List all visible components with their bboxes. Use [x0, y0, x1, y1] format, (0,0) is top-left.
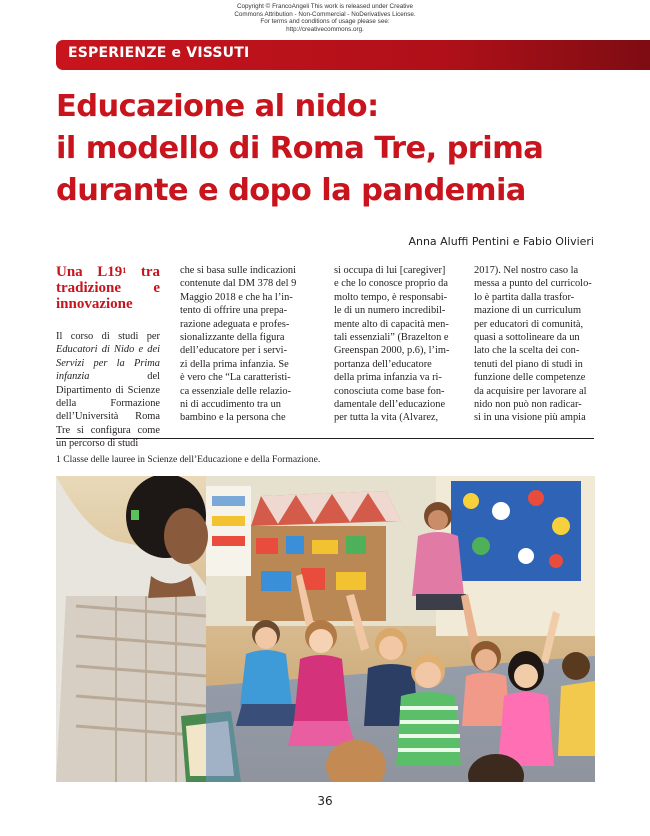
text-line: per educatori di comunità, [474, 318, 584, 330]
text-line: 2017). Nel nostro caso la [474, 265, 579, 276]
text-line: e che lo conosce proprio da [334, 278, 448, 290]
text-line: per tutta la vita (Alvarez, [334, 412, 439, 424]
text-column-3 [334, 264, 450, 425]
article-title [56, 86, 636, 212]
text-line: le di un numero incredibil- [334, 305, 446, 317]
footnote-divider [56, 438, 594, 439]
text-line: è vero che “La caratteristi- [180, 372, 291, 384]
text-line: che si basa sulle indicazioni [180, 265, 296, 276]
course-name: Educatori di Nido e dei Servizi per la Prima infanzia [56, 344, 160, 383]
section-subheading [56, 264, 160, 312]
text-line: sionalizzante della figura [180, 332, 285, 344]
text-line: dell’educatore per i servi- [180, 345, 288, 357]
subheading-text: Una L19 [56, 264, 123, 280]
text-line: lato che la scelta dei con- [474, 345, 580, 357]
text-line: della prima infanzia va ri- [334, 372, 442, 384]
title-line: durante e dopo la pandemia [56, 173, 526, 208]
text-line: nido non può non radicar- [474, 399, 582, 411]
text-line: bambino e la persona che [180, 412, 286, 424]
footnote-mark[interactable]: 1 [122, 266, 127, 275]
text-line: portanza dell’educatore [334, 358, 432, 370]
text-line: razione adeguata e profes- [180, 318, 290, 330]
body-text: Il corso di studi per [56, 331, 160, 342]
body-text: del Dipartimento di Scienze della Formazione dell’Università Roma Tre si configura come un percorso di studi [56, 371, 160, 450]
text-line: mente alto di capacità men- [334, 318, 449, 330]
footnote: 1 Classe delle lauree in Scienze dell’Educazione e della Formazione. [56, 454, 321, 465]
text-line: contenute dal DM 378 del 9 [180, 278, 297, 290]
text-line: si occupa di lui [caregiver] [334, 265, 446, 276]
text-line: quasi a sottolineare da un [474, 332, 580, 344]
text-column-4 [474, 264, 592, 425]
text-line: messa a punto del curricolo- [474, 278, 592, 290]
text-column-1 [56, 264, 160, 451]
text-line: damentale dell’educazione [334, 399, 446, 411]
text-line: conosciuta come base fon- [334, 385, 445, 397]
copyright-line: Copyright © FrancoAngeli This work is released under Creative [236, 3, 414, 10]
classroom-illustration [56, 476, 595, 782]
text-line: tali essenziali” (Brazelton e [334, 332, 449, 344]
copyright-line: Commons Attribution - Non-Commercial - NoDerivatives License. [234, 10, 416, 18]
text-line: Maggio 2018 e che ha l’in- [180, 291, 293, 303]
text-line: mazione di un curriculum [474, 305, 582, 317]
text-line: funzione delle competenze [474, 372, 586, 384]
text-line: zi della prima infanzia. Se [180, 358, 289, 370]
text-line: tento di offrire una prepa- [180, 305, 288, 317]
page-number: 36 [317, 794, 333, 808]
text-line: ni di accudimento tra un [180, 399, 281, 411]
subheading-rest: tra tradizione e innovazione [56, 264, 160, 312]
body-paragraph [56, 330, 160, 451]
text-line: Greenspan 2000, p.6), l’im- [334, 345, 450, 357]
text-line: si in una visione più ampia [474, 412, 586, 424]
copyright-notice [0, 3, 650, 33]
text-line: ca essenziale delle relazio- [180, 385, 292, 397]
title-line: Educazione al nido: [56, 89, 379, 124]
section-label: ESPERIENZE e VISSUTI [68, 45, 250, 61]
classroom-photo [56, 476, 595, 782]
text-line: tenuti del piano di studi in [474, 358, 583, 370]
title-line: il modello di Roma Tre, prima [56, 131, 544, 166]
copyright-line: For terms and conditions of usage please see: [260, 18, 390, 26]
text-column-2 [180, 264, 297, 425]
text-line: lo è partita dalla trasfor- [474, 291, 575, 303]
copyright-link[interactable]: http://creativecommons.org. [286, 25, 364, 33]
text-line: da acquisire per lavorare al [474, 385, 587, 397]
text-line: molto tempo, è responsabi- [334, 291, 448, 303]
article-authors: Anna Aluffi Pentini e Fabio Olivieri [408, 235, 594, 248]
section-banner [56, 40, 650, 70]
